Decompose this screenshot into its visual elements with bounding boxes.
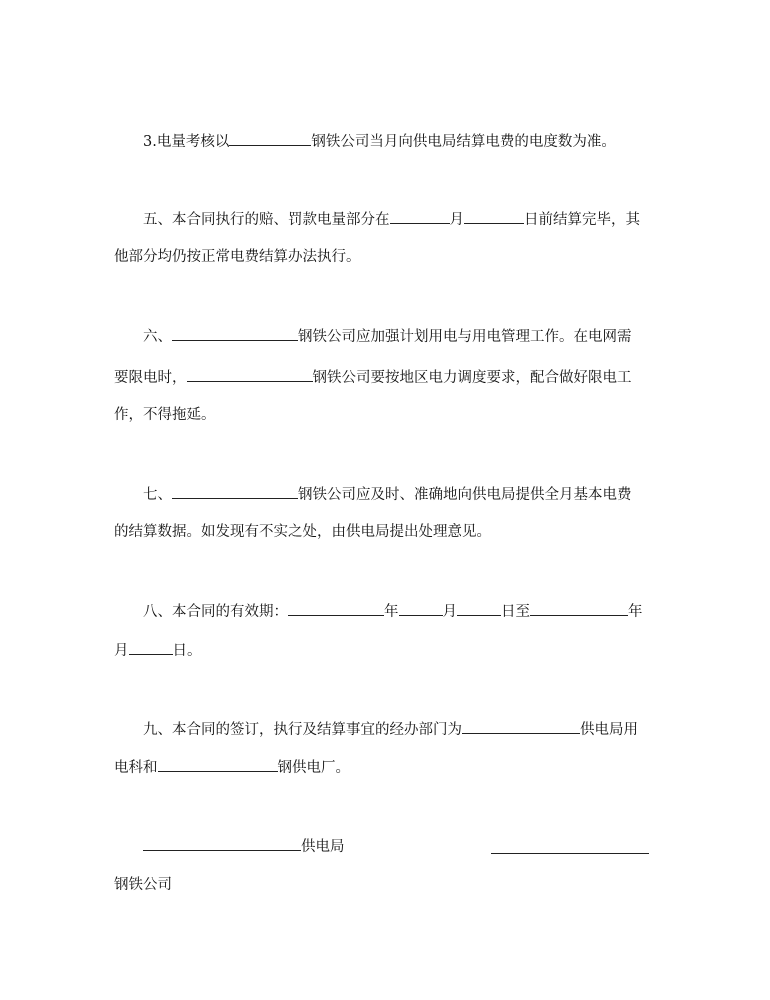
- clause-8-text: 八、本合同的有效期：: [143, 604, 288, 620]
- year-label: 年: [384, 604, 399, 620]
- clause-6-line-2: [114, 367, 632, 388]
- blank-company: [187, 367, 313, 382]
- clause-5-text: 五、本合同执行的赔、罚款电量部分在: [143, 212, 390, 228]
- clause-5-text-end: 日前结算完毕，其: [524, 212, 640, 228]
- clause-7-line-2: 的结算数据。如发现有不实之处，由供电局提出处理意见。: [114, 524, 491, 540]
- clause-5-line-1: [143, 209, 640, 230]
- blank-day: [464, 209, 524, 224]
- blank-field: [229, 131, 311, 146]
- clause-3-text-end: 钢铁公司当月向供电局结算电费的电度数为准。: [311, 134, 616, 150]
- clause-6-number: 六、: [143, 329, 172, 345]
- blank-department: [158, 757, 278, 772]
- clause-5-line-2: 他部分均仍按正常电费结算办法执行。: [114, 249, 361, 265]
- signature-company-label: 钢铁公司: [114, 877, 172, 893]
- signature-left: [143, 836, 345, 857]
- blank-year: [530, 601, 628, 616]
- clause-3: [143, 131, 616, 152]
- clause-6-line-1: [143, 326, 632, 347]
- blank-company: [172, 484, 298, 499]
- blank-year: [288, 601, 384, 616]
- month-label: 月: [442, 604, 457, 620]
- blank-month: [399, 601, 443, 616]
- clause-9-text-3: 钢供电厂。: [277, 760, 350, 776]
- signature-blank-bureau: [143, 836, 301, 851]
- month-label: 月: [449, 212, 464, 228]
- clause-6-line-3: 作，不得拖延。: [114, 407, 216, 423]
- signature-bureau-label: 供电局: [301, 839, 345, 855]
- clause-6-text: 钢铁公司应加强计划用电与用电管理工作。在电网需: [298, 329, 632, 345]
- clause-7-text: 钢铁公司应及时、准确地向供电局提供全月基本电费: [298, 487, 632, 503]
- clause-3-text-start: 3.电量考核以: [143, 134, 230, 150]
- clause-6-text-2: 要限电时，: [114, 370, 187, 386]
- blank-company: [172, 326, 298, 341]
- clause-7-line-1: [143, 484, 632, 505]
- blank-bureau: [462, 719, 580, 734]
- clause-9-line-1: [143, 719, 638, 740]
- blank-day: [457, 601, 501, 616]
- day-label: 日。: [172, 643, 202, 659]
- day-to-label: 日至: [501, 604, 530, 620]
- clause-9-text: 九、本合同的签订，执行及结算事宜的经办部门为: [143, 722, 462, 738]
- clause-6-text-3: 钢铁公司要按地区电力调度要求，配合做好限电工: [312, 370, 632, 386]
- signature-blank-company: [491, 852, 649, 854]
- clause-9-text-end: 供电局用: [580, 722, 638, 738]
- blank-day: [129, 640, 173, 655]
- year-label: 年: [628, 604, 643, 620]
- clause-9-text-2: 电科和: [114, 760, 158, 776]
- blank-month: [390, 209, 450, 224]
- clause-8-line-1: [143, 601, 643, 622]
- clause-9-line-2: [114, 757, 350, 778]
- clause-8-line-2: [114, 640, 202, 661]
- clause-7-number: 七、: [143, 487, 172, 503]
- month-label: 月: [114, 643, 129, 659]
